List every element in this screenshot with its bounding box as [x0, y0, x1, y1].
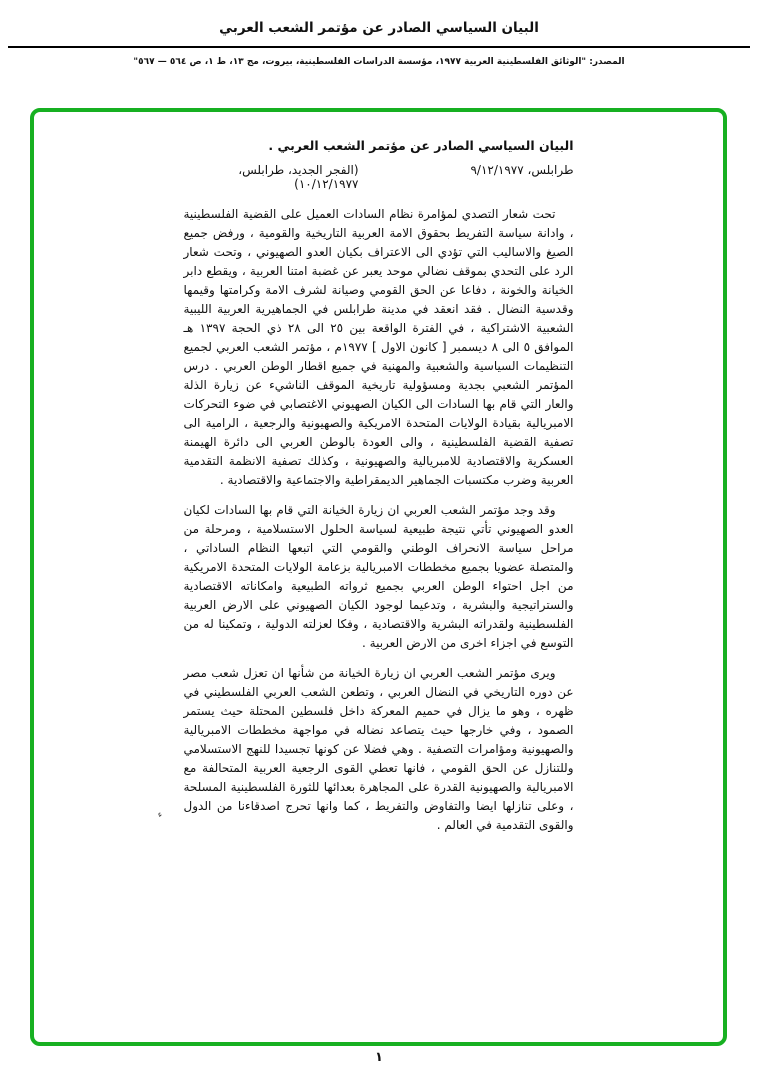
page-header	[0, 0, 758, 67]
scan-artifact: ء	[156, 809, 164, 821]
document-title: البيان السياسي الصادر عن مؤتمر الشعب العربي .	[268, 138, 574, 153]
document-body	[184, 138, 574, 835]
dateline	[184, 163, 574, 191]
dateline-source: (الفجر الجديد، طرابلس، ١٠/١٢/١٩٧٧)	[238, 163, 359, 191]
paragraph-3: ويرى مؤتمر الشعب العربي ان زيارة الخيانة من شأنها ان تعزل شعب مصر عن دوره التاريخي في النضال العربي ، وتطعن الشعب العربي الفلسطيني في ظهره ، وهو ما يزال في حميم المعركة داخل فلسطين المحتلة حيث يستمر الصمود ، وفي خارجها حيث يتصاعد نضاله في مواجهة مخططات الامبريالية والصهيونية ومؤامرات التصفية . وهي فضلا عن كونها تجسيدا للنهج الاستسلامي وللتنازل عن الحق القومي ، فانها تعطي القوى الرجعية العربية المتحالفة مع الامبريالية والصهيونية القدرة على المجاهرة بعدائها للثورة الفلسطينية المسلحة ، وعلى تنازلها ايضا والتفاوض والتفريط ، كما وانها تحرج اصدقاءنا من الدول والقوى التقدمية في العالم .	[183, 666, 574, 832]
paragraph-1: تحت شعار التصدي لمؤامرة نظام السادات العميل على القضية الفلسطينية ، وادانة سياسة التفريط بحقوق الامة العربية التاريخية والقومية ، ورفض جميع الصيغ والاساليب التي تؤدي الى الاعتراف بكيان العدو الصهيوني ، وتحت شعار الرد على التحدي بموقف نضالي موحد يعبر عن غضبة امتنا العربية ، ويقطع دابر الخيانة والخونة ، دفاعا عن الحق القومي وصيانة لشرف الامة وكرامتها وقيمها وقدسية النضال . فقد انعقد في مدينة طرابلس في الجماهيرية العربية الليبية الشعبية الاشتراكية ، في الفترة الواقعة بين ٢٥ الى ٢٨ ذي الحجة ١٣٩٧ هـ الموافق ٥ الى ٨ ديسمبر [ كانون الاول ] ١٩٧٧م ، مؤتمر الشعب العربي لجميع التنظيمات السياسية والشعبية والمهنية في جميع اقطار الوطن العربي . درس المؤتمر الشعبي بجدية ومسؤولية تاريخية الموقف الناشيء عن زيارة الذلة والعار التي قام بها السادات الى الكيان الصهيوني الاغتصابي في ضوء التحركات الامبريالية بقيادة الولايات المتحدة الامريكية والصهيونية والرجعية ، الرامية الى تصفية القضية الفلسطينية ، والى العودة بالوطن العربي الى دائرة الهيمنة العسكرية والاقتصادية للامبريالية والصهيونية ، وكذلك تصفية الانظمة التقدمية العربية وضرب مكتسبات الجماهير الديمقراطية والاجتماعية والاقتصادية .	[183, 207, 574, 487]
page-title: البيان السياسي الصادر عن مؤتمر الشعب العربي	[219, 20, 539, 36]
page-number: ١	[375, 1050, 383, 1065]
document-frame	[30, 108, 727, 1046]
dateline-place: طرابلس، ٩/١٢/١٩٧٧	[470, 163, 574, 177]
paragraph-2: وقد وجد مؤتمر الشعب العربي ان زيارة الخيانة التي قام بها السادات لكيان العدو الصهيوني تأتي نتيجة طبيعية لسياسة الحلول الاستسلامية ، ومرحلة من مراحل سياسة الانحراف الوطني والقومي التي اتبعها النظام الساداتي ، والمتصلة عضويا بجميع مخططات الامبريالية بزعامة الولايات المتحدة الامريكية من اجل احتواء الوطن العربي بجميع ثرواته الطبيعية وامكاناته الاقتصادية والستراتيجية والبشرية ، وتدعيما لوجود الكيان الصهيوني على الارض العربية الفلسطينية ولقدراته البشرية والاقتصادية ، وفكا لعزلته الدولية ، وتمكينا له من التوسع في اجزاء اخرى من الارض العربية .	[183, 503, 574, 650]
header-divider	[8, 46, 750, 48]
source-line: المصدر: "الوثائق الفلسطينية العربية ١٩٧٧، مؤسسة الدراسات الفلسطينية، بيروت، مج ١٣، ط ١، ص ٥٦٤ — ٥٦٧"	[133, 57, 625, 67]
